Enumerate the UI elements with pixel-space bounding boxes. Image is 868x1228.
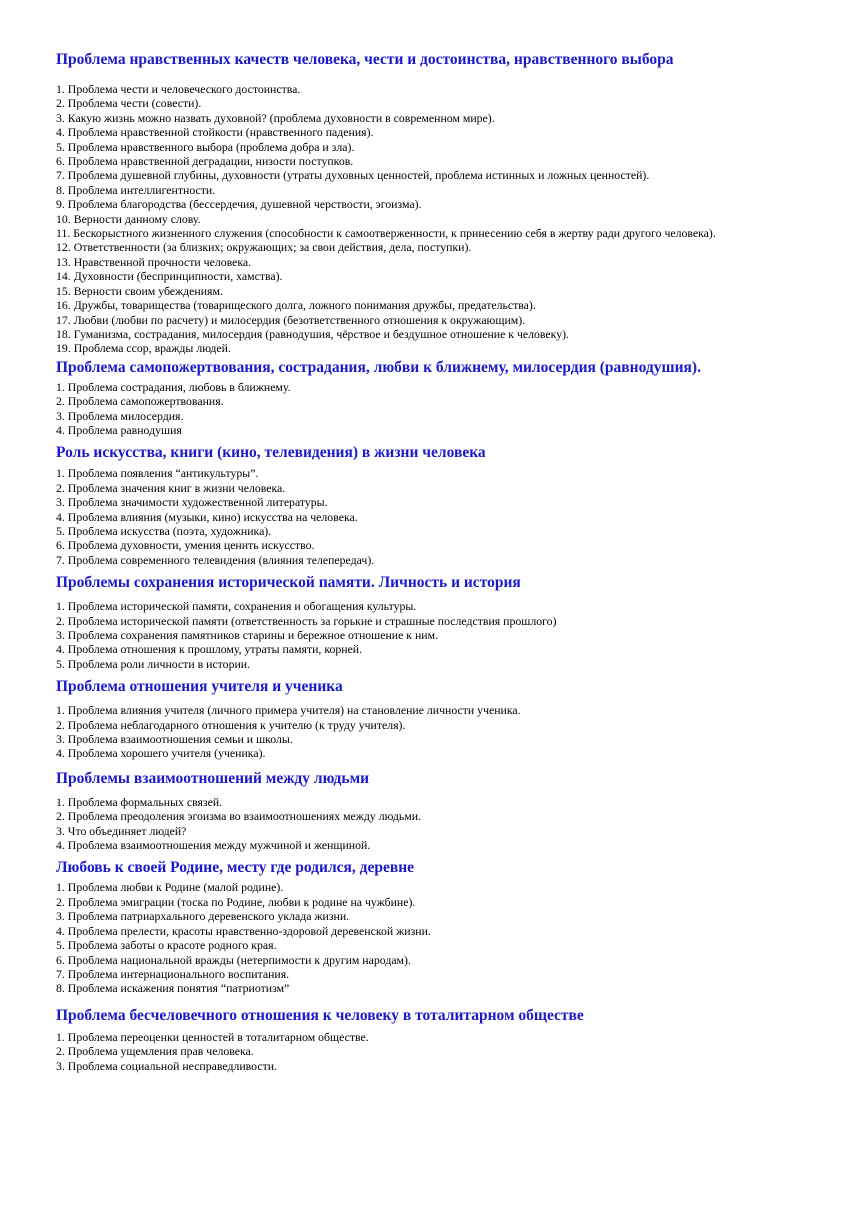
section-heading: Любовь к своей Родине, месту где родился, деревне	[56, 859, 415, 877]
list-item: 3. Проблема сохранения памятников старины и бережное отношение к ним.	[56, 628, 439, 642]
list-item: 6. Проблема нравственной деградации, низости поступков.	[56, 154, 354, 169]
list-item: 5. Проблема роли личности в истории.	[56, 656, 251, 671]
list-item: 4. Проблема влияния (музыки, кино) искусства на человека.	[56, 509, 358, 524]
section-5	[56, 677, 846, 761]
list-item: 1. Проблема переоценки ценностей в тоталитарном обществе.	[56, 1029, 369, 1044]
list-item: 8. Проблема искажения понятия “патриотизм”	[56, 981, 290, 996]
list-item: 3. Что объединяет людей?	[56, 823, 187, 838]
list-item: 3. Проблема взаимоотношения семьи и школы.	[56, 732, 293, 747]
list-item: 3. Проблема милосердия.	[56, 408, 184, 423]
list-item: 3. Проблема социальной несправедливости.	[56, 1058, 278, 1073]
list-item: 4. Проблема взаимоотношения между мужчиной и женщиной.	[56, 838, 371, 853]
section-3	[56, 443, 846, 567]
list-item: 3. Какую жизнь можно назвать духовной? (проблема духовности в современном мире).	[56, 110, 495, 125]
section-heading: Проблемы взаимоотношений между людьми	[56, 769, 370, 787]
list-item: 13. Нравственной прочности человека.	[56, 254, 252, 269]
list-item: 15. Верности своим убеждениям.	[56, 283, 223, 298]
list-item: 2. Проблема исторической памяти (ответственность за горькие и страшные последствия прошлого)	[56, 613, 557, 628]
problem-list	[56, 703, 846, 761]
list-item: 1. Проблема любви к Родине (малой родине).	[56, 880, 284, 895]
list-item: 4. Проблема равнодушия	[56, 422, 182, 437]
section-4	[56, 573, 846, 671]
problem-list	[56, 599, 846, 671]
list-item: 1. Проблема чести и человеческого достоинства.	[56, 82, 301, 96]
problem-list	[56, 82, 846, 356]
list-item: 7. Проблема душевной глубины, духовности (утраты духовных ценностей, проблема истинных и ложных ценностей).	[56, 168, 650, 183]
list-item: 2. Проблема чести (совести).	[56, 96, 202, 111]
document-page	[56, 50, 846, 1073]
list-item: 8. Проблема интеллигентности.	[56, 182, 216, 197]
list-item: 11. Бескорыстного жизненного служения (способности к самоотверженности, к принесению себя в жертву ради другого человека).	[56, 226, 716, 241]
list-item: 1. Проблема влияния учителя (личного примера учителя) на становление личности ученика.	[56, 703, 521, 718]
section-8	[56, 1006, 846, 1073]
list-item: 6. Проблема национальной вражды (нетерпимости к другим народам).	[56, 952, 411, 967]
section-heading: Проблема самопожертвования, сострадания, любви к ближнему, милосердия (равнодушия).	[56, 358, 701, 376]
list-item: 7. Проблема интернационального воспитания.	[56, 966, 290, 981]
problem-list	[56, 795, 846, 853]
section-heading: Проблема бесчеловечного отношения к человеку в тоталитарном обществе	[56, 1006, 584, 1024]
list-item: 3. Проблема патриархального деревенского уклада жизни.	[56, 909, 350, 924]
list-item: 19. Проблема ссор, вражды людей.	[56, 341, 231, 356]
section-7	[56, 858, 846, 995]
list-item: 3. Проблема значимости художественной литературы.	[56, 495, 328, 510]
section-heading: Проблемы сохранения исторической памяти. Личность и история	[56, 574, 521, 592]
list-item: 2. Проблема ущемления прав человека.	[56, 1044, 254, 1059]
list-item: 5. Проблема искусства (поэта, художника).	[56, 523, 272, 538]
list-item: 2. Проблема эмиграции (тоска по Родине, любви к родине на чужбине).	[56, 894, 416, 909]
section-heading: Роль искусства, книги (кино, телевидения) в жизни человека	[56, 444, 486, 462]
list-item: 14. Духовности (беспринципности, хамства).	[56, 269, 283, 284]
section-heading: Проблема нравственных качеств человека, чести и достоинства, нравственного выбора	[56, 51, 674, 68]
list-item: 12. Ответственности (за близких; окружающих; за свои действия, дела, поступки).	[56, 240, 472, 255]
list-item: 6. Проблема духовности, умения ценить искусство.	[56, 538, 315, 553]
section-heading: Проблема отношения учителя и ученика	[56, 678, 343, 696]
list-item: 1. Проблема появления “антикультуры”.	[56, 466, 259, 481]
list-item: 1. Проблема формальных связей.	[56, 794, 223, 809]
list-item: 2. Проблема значения книг в жизни человека.	[56, 480, 286, 495]
list-item: 17. Любви (любви по расчету) и милосердия (безответственного отношения к окружающим).	[56, 312, 526, 327]
list-item: 18. Гуманизма, сострадания, милосердия (равнодушия, чёрствое и бездушное отношение к человеку).	[56, 326, 569, 341]
list-item: 10. Верности данному слову.	[56, 211, 201, 226]
section-1	[56, 50, 846, 356]
list-item: 1. Проблема исторической памяти, сохранения и обогащения культуры.	[56, 599, 417, 614]
list-item: 5. Проблема заботы о красоте родного края.	[56, 938, 277, 953]
list-item: 9. Проблема благородства (бессердечия, душевной черствости, эгоизма).	[56, 197, 422, 212]
section-6	[56, 769, 846, 853]
list-item: 7. Проблема современного телевидения (влияния телепередач).	[56, 552, 375, 567]
problem-list	[56, 1030, 846, 1073]
list-item: 4. Проблема хорошего учителя (ученика).	[56, 746, 266, 761]
problem-list	[56, 466, 846, 567]
section-2	[56, 358, 846, 438]
list-item: 2. Проблема неблагодарного отношения к учителю (к труду учителя).	[56, 717, 406, 732]
list-item: 5. Проблема нравственного выбора (проблема добра и зла).	[56, 139, 355, 154]
list-item: 4. Проблема отношения к прошлому, утраты памяти, корней.	[56, 642, 363, 657]
problem-list	[56, 380, 846, 438]
list-item: 1. Проблема сострадания, любовь в ближнему.	[56, 379, 291, 394]
list-item: 16. Дружбы, товарищества (товарищеского долга, ложного понимания дружбы, предательства).	[56, 298, 536, 313]
list-item: 4. Проблема прелести, красоты нравственно-здоровой деревенской жизни.	[56, 923, 431, 938]
problem-list	[56, 880, 846, 995]
list-item: 4. Проблема нравственной стойкости (нравственного падения).	[56, 125, 374, 140]
list-item: 2. Проблема преодоления эгоизма во взаимоотношениях между людьми.	[56, 809, 421, 824]
list-item: 2. Проблема самопожертвования.	[56, 394, 224, 409]
